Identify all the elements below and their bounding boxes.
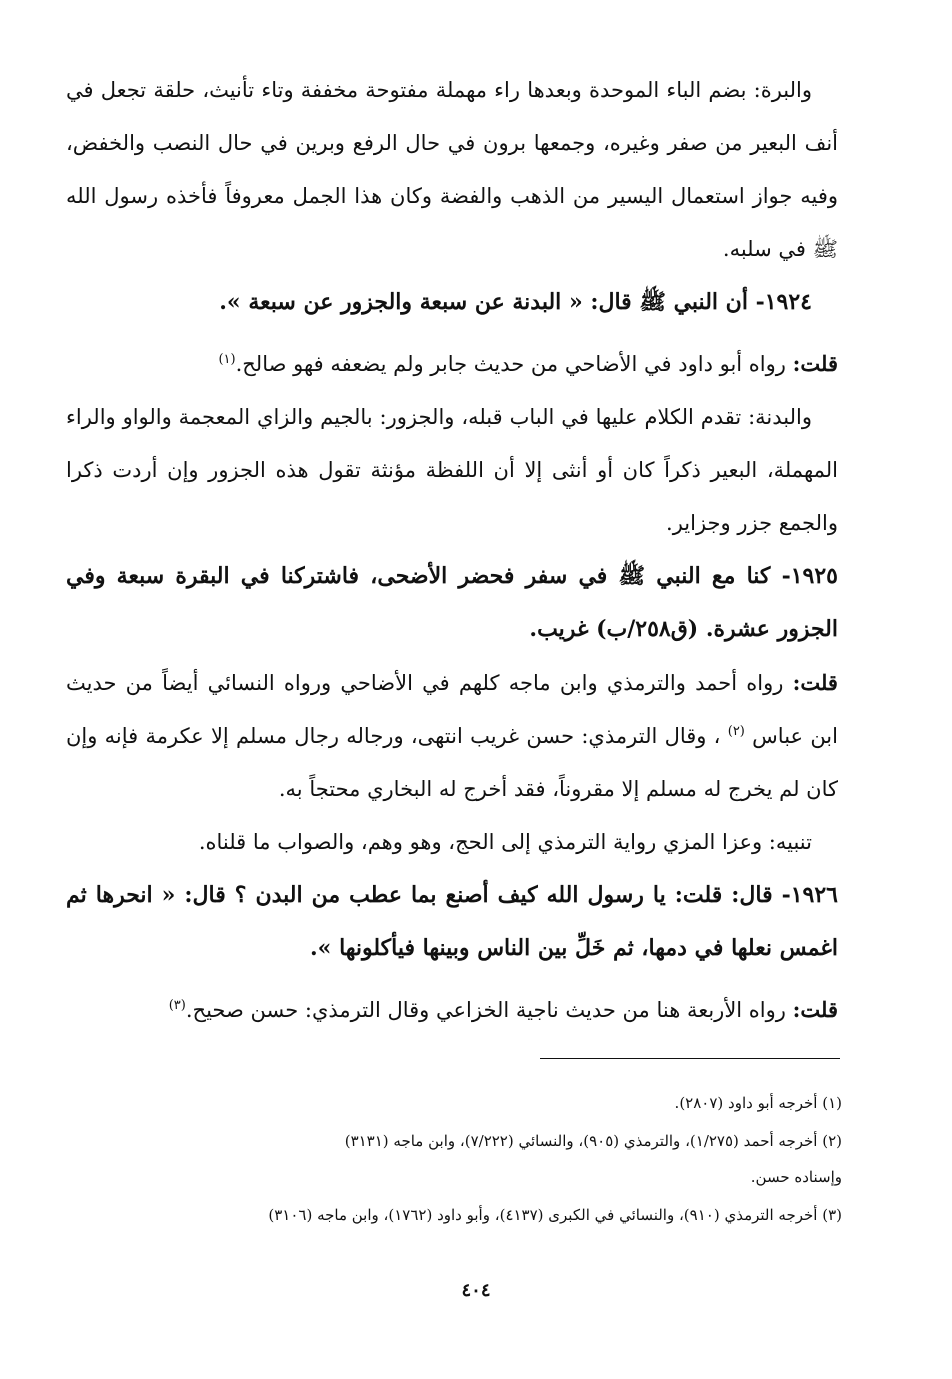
footnote-2-continued: وإسناده حسن.	[750, 1168, 842, 1186]
footnote-ref-3: (٣)	[168, 998, 186, 1013]
footnote-ref-1: (١)	[218, 352, 236, 367]
qult-text-before: رواه أحمد والترمذي وابن ماجه كلهم في الأضاحي ورواه النسائي أيضاً من حديث ابن عباس	[66, 671, 838, 748]
qult-label: قلت:	[792, 997, 838, 1022]
hadith-1924	[66, 276, 838, 329]
qult-1924	[66, 337, 838, 391]
qult-1925	[66, 656, 838, 816]
tanbih-note	[66, 816, 838, 869]
qult-label: قلت:	[792, 351, 838, 376]
footnote-2: (٢) أخرجه أحمد (١/٢٧٥)، والترمذي (٩٠٥)، والنسائي (٧/٢٢٢)، وابن ماجه (٣١٣١)	[344, 1132, 842, 1150]
footnote-divider	[540, 1058, 840, 1059]
paragraph-text: والبرة: بضم الباء الموحدة وبعدها راء مهملة مفتوحة مخففة وتاء تأنيث، حلقة تجعل في أنف البعير من صفر وغيره، وجمعها برون في حال الرفع وبرين في حال النصب والخفض، وفيه جواز استعمال اليسير من الذهب والفضة وكان هذا الجمل معروفاً فأخذه رسول الله ﷺ في سلبه.	[66, 78, 838, 261]
qult-label: قلت:	[792, 670, 838, 695]
hadith-text: ١٩٢٦- قال: قلت: يا رسول الله كيف أصنع بما عطب من البدن ؟ قال: « انحرها ثم اغمس نعلها في دمها، ثم خَلِّ بين الناس وبينها فيأكلونها ».	[66, 882, 838, 961]
footnote-1: (١) أخرجه أبو داود (٢٨٠٧).	[674, 1094, 842, 1112]
footnote-3: (٣) أخرجه الترمذي (٩١٠)، والنسائي في الكبرى (٤١٣٧)، وأبو داود (١٧٦٢)، وابن ماجه (٣١٠٦)	[268, 1206, 842, 1224]
hadith-text: ١٩٢٤- أن النبي ﷺ قال: « البدنة عن سبعة والجزور عن سبعة ».	[219, 289, 812, 315]
main-text	[66, 64, 838, 1037]
commentary-paragraph	[66, 64, 838, 276]
footnotes	[66, 1084, 842, 1234]
commentary-paragraph-jazur	[66, 391, 838, 550]
qult-1926	[66, 983, 838, 1037]
qult-text-after: ، وقال الترمذي: حسن غريب انتهى، ورجاله رجال مسلم إلا عكرمة فإنه وإن كان لم يخرج له مسلم إلا مقروناً، فقد أخرج له البخاري محتجاً به.	[66, 724, 838, 801]
qult-text: رواه أبو داود في الأضاحي من حديث جابر ولم يضعفه فهو صالح.	[235, 352, 786, 376]
qult-text: رواه الأربعة هنا من حديث ناجية الخزاعي وقال الترمذي: حسن صحيح.	[185, 998, 786, 1022]
tanbih-text: تنبيه: وعزا المزي رواية الترمذي إلى الحج، وهو وهم، والصواب ما قلناه.	[198, 830, 812, 854]
hadith-1926	[66, 869, 838, 975]
hadith-1925	[66, 550, 838, 656]
page-number: ٤٠٤	[461, 1280, 491, 1301]
hadith-text: ١٩٢٥- كنا مع النبي ﷺ في سفر فحضر الأضحى، فاشتركنا في البقرة سبعة وفي الجزور عشرة. (ق٢٥٨/ب) غريب.	[66, 563, 838, 642]
footnote-ref-2: (٢)	[727, 724, 745, 739]
paragraph-text: والبدنة: تقدم الكلام عليها في الباب قبله، والجزور: بالجيم والزاي المعجمة والواو والراء المهملة، البعير ذكراً كان أو أنثى إلا أن اللفظة مؤنثة تقول هذه الجزور وإن أردت ذكرا والجمع جزر وجزاير.	[66, 405, 838, 535]
